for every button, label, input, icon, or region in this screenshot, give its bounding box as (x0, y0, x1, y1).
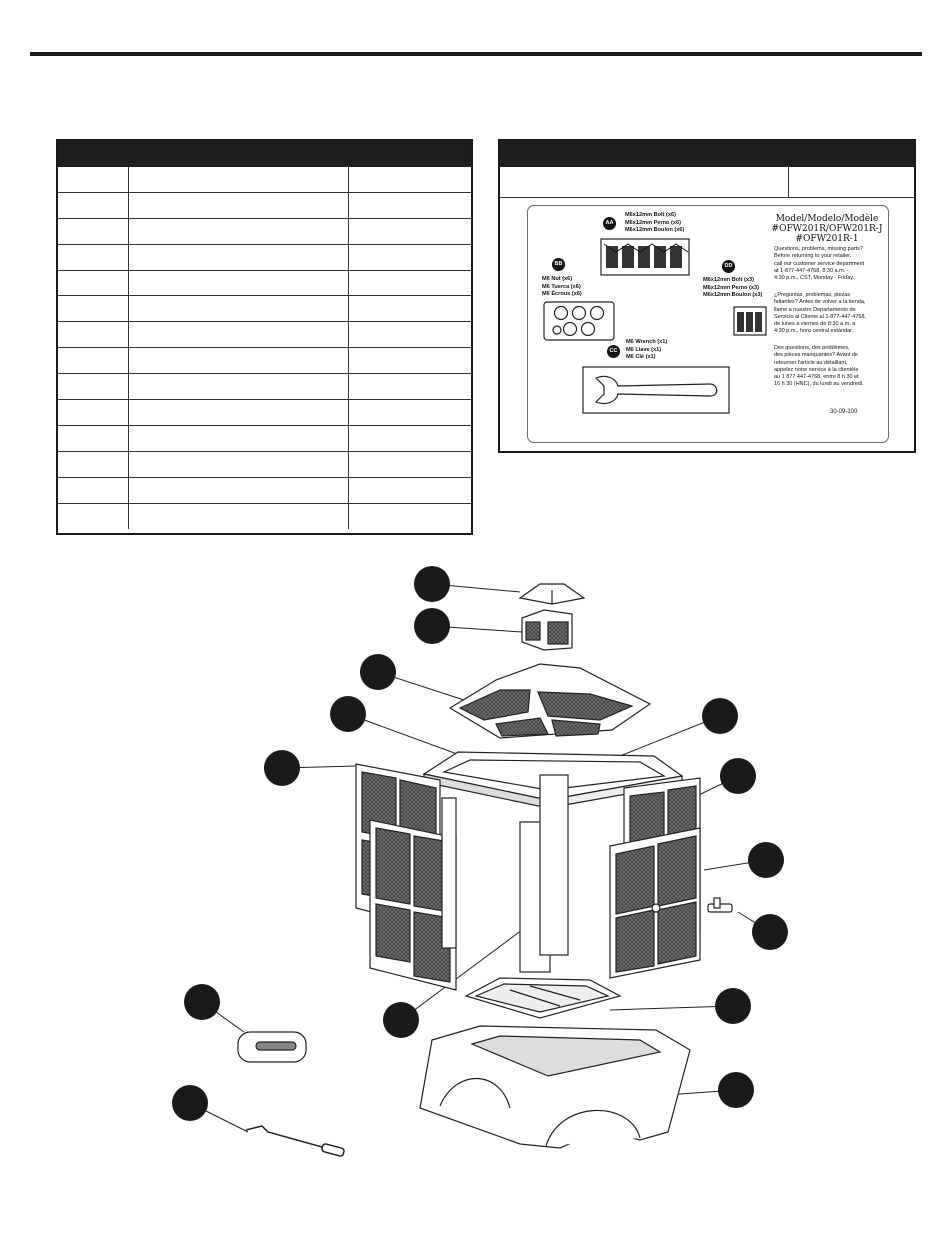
hardware-table (498, 139, 916, 453)
exploded-parts-diagram (0, 550, 950, 1248)
table-row (58, 219, 471, 245)
table-row (58, 452, 471, 478)
table-row (58, 504, 471, 530)
right-front-door (610, 828, 700, 978)
dd-label: M6x12mm Bolt (x3) M6x12mm Perno (x3) M6x12mm Boulon (x3) (703, 277, 763, 299)
wrench-image (582, 366, 730, 414)
table-row (58, 245, 471, 271)
table-row (500, 167, 914, 198)
parts-list-table (56, 139, 473, 535)
aa-label: M6x12mm Bolt (x6) M6x12mm Perno (x6) M6x12mm Boulon (x6) (625, 212, 685, 234)
parts-table-header (58, 141, 471, 167)
table-row (58, 296, 471, 322)
chimney-cap (520, 584, 584, 604)
dome-lid (450, 664, 650, 738)
badge-bb: BB (552, 258, 565, 271)
badge-dd: DD (722, 260, 735, 273)
model-title: Model/Modelo/Modèle (775, 214, 879, 224)
table-row (58, 400, 471, 426)
table-row (58, 426, 471, 452)
model-number-1: #OFW201R/OFW201R-J (771, 224, 883, 234)
fire-bowl (466, 978, 620, 1018)
base-stand (420, 1026, 690, 1148)
support-info-spanish: ¿Preguntas, problemas, piezas faltantes? Antes de volver a la tienda, llame a nuestro Departamento de Servicio al Cliente al 1-877-447-4768, de lunes a viernes de 8:30 a.m. a 4:30 p.m., hora central estándar. (774, 292, 867, 335)
chimney-box (522, 610, 572, 650)
table-row (58, 193, 471, 219)
table-row (58, 374, 471, 400)
hardware-table-header (500, 141, 914, 167)
support-info-french: Des questions, des problèmes, des pièces manquantes? Avant de retourner l'article au détaillant, appelez notre service à la clientèle au 1 877 447-4768, entre 8 h 30 et 16 h 30 (HNC), du lundi au vendredi. (774, 345, 864, 388)
bolt-bag-dd-image (733, 306, 767, 336)
nut-bag-bb-image (543, 301, 615, 341)
top-rule (30, 52, 922, 56)
fire-poker (246, 1126, 345, 1157)
door-handle (708, 898, 732, 912)
support-info-english: Questions, problems, missing parts? Before returning to your retailer, call our customer service department at 1-877-447-4768, 8:30 a.m. - 4:30 p.m., CST, Monday - Friday. (774, 246, 865, 282)
badge-cc: CC (607, 345, 620, 358)
bb-label: M6 Nut (x6) M6 Tuerca (x6) M6 Écrous (x6) (542, 276, 582, 298)
cc-label: M6 Wrench (x1) M6 Llave (x1) M6 Clé (x1) (626, 339, 668, 361)
table-row (58, 167, 471, 193)
grate-accessory (238, 1032, 306, 1062)
hardware-card (527, 205, 889, 443)
table-row (58, 271, 471, 297)
model-block (768, 214, 886, 244)
bolt-bag-aa-image (600, 238, 690, 276)
table-row (58, 348, 471, 374)
card-code: 30-09-100 (830, 409, 858, 415)
model-number-2: #OFW201R-1 (795, 234, 859, 244)
table-row (58, 478, 471, 504)
badge-aa: AA (603, 217, 616, 230)
table-row (58, 322, 471, 348)
